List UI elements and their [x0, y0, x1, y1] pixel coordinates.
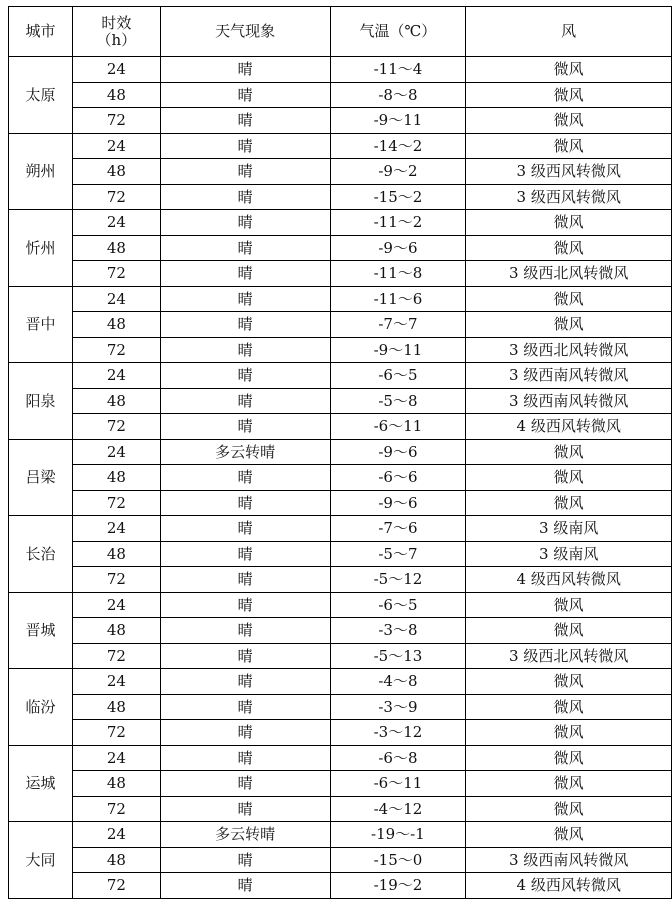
- table-row: [9, 567, 672, 593]
- hours-cell: 72: [72, 567, 160, 593]
- hours-cell: 48: [72, 847, 160, 873]
- wind-cell: 微风: [466, 618, 672, 644]
- wind-cell: 微风: [466, 133, 672, 159]
- header-city: 城市: [9, 7, 73, 57]
- table-row: [9, 286, 672, 312]
- table-row: [9, 184, 672, 210]
- table-row: [9, 669, 672, 695]
- temp-cell: -6～8: [330, 745, 466, 771]
- weather-cell: 晴: [160, 847, 330, 873]
- table-row: [9, 720, 672, 746]
- wind-cell: 3 级西北风转微风: [466, 337, 672, 363]
- hours-cell: 48: [72, 82, 160, 108]
- weather-cell: 晴: [160, 516, 330, 542]
- temp-cell: -5～8: [330, 388, 466, 414]
- hours-cell: 72: [72, 337, 160, 363]
- temp-cell: -15～0: [330, 847, 466, 873]
- header-hours-line1: 时效: [101, 14, 132, 32]
- weather-cell: 晴: [160, 796, 330, 822]
- temp-cell: -5～13: [330, 643, 466, 669]
- temp-cell: -5～7: [330, 541, 466, 567]
- temp-cell: -6～11: [330, 771, 466, 797]
- table-row: [9, 363, 672, 389]
- temp-cell: -15～2: [330, 184, 466, 210]
- hours-cell: 24: [72, 286, 160, 312]
- forecast-table-container: [8, 6, 672, 899]
- city-cell: 临汾: [9, 669, 73, 746]
- hours-cell: 72: [72, 108, 160, 134]
- header-hours-line2: （h）: [96, 30, 137, 49]
- table-row: [9, 771, 672, 797]
- temp-cell: -3～12: [330, 720, 466, 746]
- table-row: [9, 108, 672, 134]
- wind-cell: 微风: [466, 235, 672, 261]
- hours-cell: 72: [72, 643, 160, 669]
- temp-cell: -4～8: [330, 669, 466, 695]
- weather-cell: 晴: [160, 133, 330, 159]
- weather-cell: 晴: [160, 57, 330, 83]
- hours-cell: 48: [72, 312, 160, 338]
- hours-cell: 24: [72, 210, 160, 236]
- wind-cell: 微风: [466, 771, 672, 797]
- temp-cell: -9～6: [330, 235, 466, 261]
- hours-cell: 72: [72, 720, 160, 746]
- table-row: [9, 159, 672, 185]
- weather-cell: 晴: [160, 694, 330, 720]
- table-row: [9, 414, 672, 440]
- temp-cell: -7～6: [330, 516, 466, 542]
- weather-cell: 晴: [160, 643, 330, 669]
- wind-cell: 3 级南风: [466, 541, 672, 567]
- table-row: [9, 337, 672, 363]
- temp-cell: -11～2: [330, 210, 466, 236]
- hours-cell: 72: [72, 414, 160, 440]
- weather-cell: 晴: [160, 541, 330, 567]
- city-cell: 晋中: [9, 286, 73, 363]
- weather-cell: 晴: [160, 669, 330, 695]
- temp-cell: -9～6: [330, 490, 466, 516]
- table-body: [9, 57, 672, 899]
- city-cell: 运城: [9, 745, 73, 822]
- weather-cell: 晴: [160, 771, 330, 797]
- table-row: [9, 235, 672, 261]
- temp-cell: -9～6: [330, 439, 466, 465]
- temp-cell: -14～2: [330, 133, 466, 159]
- temp-cell: -19～2: [330, 873, 466, 899]
- wind-cell: 微风: [466, 286, 672, 312]
- table-row: [9, 57, 672, 83]
- wind-cell: 4 级西风转微风: [466, 414, 672, 440]
- table-row: [9, 82, 672, 108]
- hours-cell: 72: [72, 184, 160, 210]
- wind-cell: 3 级南风: [466, 516, 672, 542]
- hours-cell: 24: [72, 57, 160, 83]
- table-row: [9, 210, 672, 236]
- temp-cell: -3～9: [330, 694, 466, 720]
- weather-cell: 晴: [160, 567, 330, 593]
- hours-cell: 24: [72, 363, 160, 389]
- temp-cell: -6～6: [330, 465, 466, 491]
- wind-cell: 4 级西风转微风: [466, 567, 672, 593]
- hours-cell: 48: [72, 694, 160, 720]
- temp-cell: -11～4: [330, 57, 466, 83]
- table-row: [9, 388, 672, 414]
- wind-cell: 微风: [466, 108, 672, 134]
- header-hours: [72, 7, 160, 57]
- weather-cell: 晴: [160, 159, 330, 185]
- wind-cell: 3 级西风转微风: [466, 184, 672, 210]
- weather-cell: 晴: [160, 745, 330, 771]
- hours-cell: 72: [72, 873, 160, 899]
- hours-cell: 48: [72, 235, 160, 261]
- wind-cell: 微风: [466, 82, 672, 108]
- hours-cell: 48: [72, 541, 160, 567]
- wind-cell: 微风: [466, 669, 672, 695]
- table-row: [9, 694, 672, 720]
- weather-cell: 晴: [160, 82, 330, 108]
- weather-cell: 晴: [160, 184, 330, 210]
- hours-cell: 24: [72, 516, 160, 542]
- wind-cell: 微风: [466, 745, 672, 771]
- hours-cell: 24: [72, 592, 160, 618]
- weather-cell: 晴: [160, 414, 330, 440]
- wind-cell: 微风: [466, 694, 672, 720]
- table-header-row: [9, 7, 672, 57]
- weather-cell: 晴: [160, 337, 330, 363]
- city-cell: 吕梁: [9, 439, 73, 516]
- temp-cell: -11～8: [330, 261, 466, 287]
- table-row: [9, 312, 672, 338]
- weather-cell: 晴: [160, 261, 330, 287]
- weather-cell: 晴: [160, 108, 330, 134]
- temp-cell: -9～11: [330, 337, 466, 363]
- weather-cell: 晴: [160, 720, 330, 746]
- temp-cell: -6～5: [330, 592, 466, 618]
- table-row: [9, 745, 672, 771]
- temp-cell: -4～12: [330, 796, 466, 822]
- table-row: [9, 541, 672, 567]
- wind-cell: 3 级西北风转微风: [466, 261, 672, 287]
- weather-cell: 多云转晴: [160, 439, 330, 465]
- table-row: [9, 592, 672, 618]
- header-wind: 风: [466, 7, 672, 57]
- table-row: [9, 822, 672, 848]
- weather-cell: 多云转晴: [160, 822, 330, 848]
- weather-cell: 晴: [160, 618, 330, 644]
- wind-cell: 微风: [466, 465, 672, 491]
- table-row: [9, 847, 672, 873]
- hours-cell: 48: [72, 388, 160, 414]
- wind-cell: 3 级西南风转微风: [466, 388, 672, 414]
- hours-cell: 72: [72, 796, 160, 822]
- table-row: [9, 873, 672, 899]
- wind-cell: 微风: [466, 796, 672, 822]
- temp-cell: -19～-1: [330, 822, 466, 848]
- wind-cell: 微风: [466, 57, 672, 83]
- temp-cell: -8～8: [330, 82, 466, 108]
- hours-cell: 72: [72, 490, 160, 516]
- hours-cell: 72: [72, 261, 160, 287]
- table-row: [9, 439, 672, 465]
- temp-cell: -6～5: [330, 363, 466, 389]
- table-row: [9, 490, 672, 516]
- wind-cell: 微风: [466, 312, 672, 338]
- table-row: [9, 796, 672, 822]
- table-row: [9, 261, 672, 287]
- header-weather: 天气现象: [160, 7, 330, 57]
- table-row: [9, 516, 672, 542]
- temp-cell: -9～11: [330, 108, 466, 134]
- table-row: [9, 618, 672, 644]
- weather-cell: 晴: [160, 286, 330, 312]
- temp-cell: -5～12: [330, 567, 466, 593]
- weather-cell: 晴: [160, 235, 330, 261]
- weather-cell: 晴: [160, 873, 330, 899]
- table-row: [9, 133, 672, 159]
- hours-cell: 24: [72, 822, 160, 848]
- wind-cell: 微风: [466, 490, 672, 516]
- hours-cell: 24: [72, 133, 160, 159]
- temp-cell: -7～7: [330, 312, 466, 338]
- wind-cell: 3 级西南风转微风: [466, 847, 672, 873]
- wind-cell: 4 级西风转微风: [466, 873, 672, 899]
- weather-cell: 晴: [160, 388, 330, 414]
- header-temp: 气温（℃）: [330, 7, 466, 57]
- wind-cell: 微风: [466, 720, 672, 746]
- city-cell: 朔州: [9, 133, 73, 210]
- wind-cell: 3 级西南风转微风: [466, 363, 672, 389]
- temp-cell: -11～6: [330, 286, 466, 312]
- table-row: [9, 465, 672, 491]
- weather-cell: 晴: [160, 312, 330, 338]
- weather-cell: 晴: [160, 592, 330, 618]
- weather-cell: 晴: [160, 490, 330, 516]
- temp-cell: -9～2: [330, 159, 466, 185]
- wind-cell: 微风: [466, 439, 672, 465]
- hours-cell: 24: [72, 669, 160, 695]
- hours-cell: 48: [72, 771, 160, 797]
- temp-cell: -3～8: [330, 618, 466, 644]
- city-cell: 大同: [9, 822, 73, 899]
- hours-cell: 24: [72, 745, 160, 771]
- weather-cell: 晴: [160, 465, 330, 491]
- wind-cell: 微风: [466, 592, 672, 618]
- city-cell: 晋城: [9, 592, 73, 669]
- weather-cell: 晴: [160, 210, 330, 236]
- city-cell: 太原: [9, 57, 73, 134]
- city-cell: 忻州: [9, 210, 73, 287]
- table-row: [9, 643, 672, 669]
- wind-cell: 微风: [466, 210, 672, 236]
- hours-cell: 24: [72, 439, 160, 465]
- temp-cell: -6～11: [330, 414, 466, 440]
- weather-cell: 晴: [160, 363, 330, 389]
- forecast-table: [8, 6, 672, 899]
- wind-cell: 3 级西北风转微风: [466, 643, 672, 669]
- hours-cell: 48: [72, 159, 160, 185]
- city-cell: 长治: [9, 516, 73, 593]
- city-cell: 阳泉: [9, 363, 73, 440]
- wind-cell: 3 级西风转微风: [466, 159, 672, 185]
- hours-cell: 48: [72, 465, 160, 491]
- hours-cell: 48: [72, 618, 160, 644]
- wind-cell: 微风: [466, 822, 672, 848]
